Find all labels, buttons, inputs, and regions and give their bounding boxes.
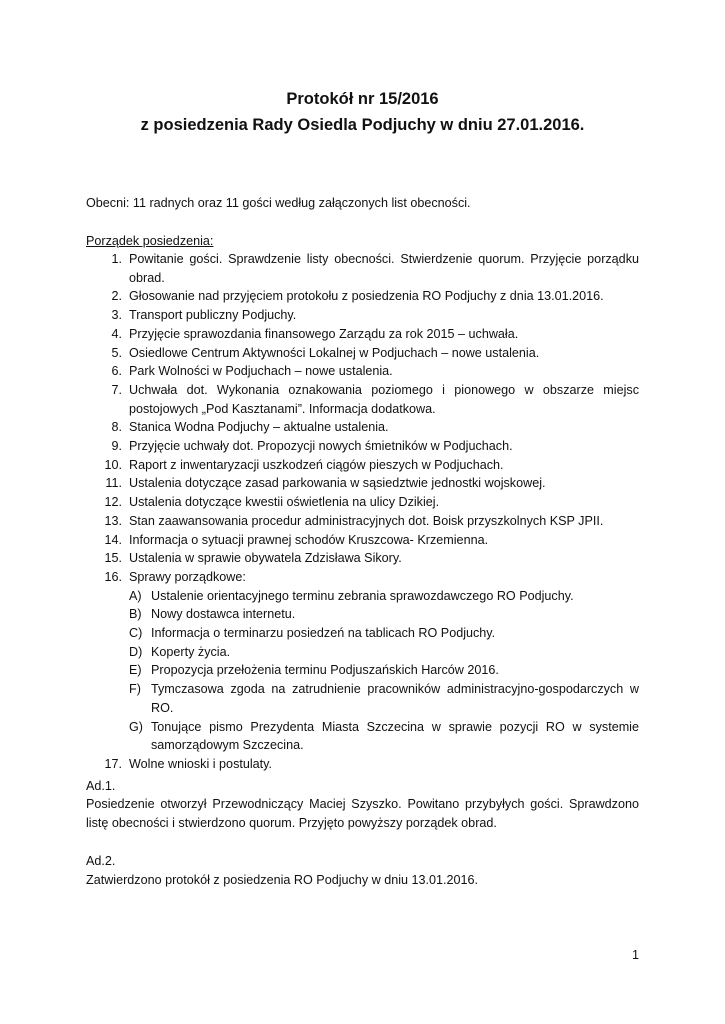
agenda-subitem-letter: F) — [129, 682, 141, 697]
agenda-item-number: 2. — [111, 289, 122, 304]
agenda-subitem-letter: D) — [129, 644, 143, 659]
agenda-item-text: Przyjęcie uchwały dot. Propozycji nowych śmietników w Podjuchach. — [129, 439, 513, 454]
agenda-item-15 — [86, 549, 639, 568]
agenda-item-9 — [86, 437, 639, 456]
agenda-subitem-f — [129, 680, 639, 717]
agenda-sublist — [129, 587, 639, 755]
agenda-item-number: 10. — [104, 457, 122, 472]
agenda-item-number: 14. — [104, 532, 122, 547]
agenda-item-14 — [86, 531, 639, 550]
ad2-text: Zatwierdzono protokół z posiedzenia RO Podjuchy w dniu 13.01.2016. — [86, 873, 479, 887]
agenda-subitem-c — [129, 624, 639, 643]
ad1-text: Posiedzenie otworzył Przewodniczący Maciej Szyszko. Powitano przybyłych gości. Sprawdzono listę obecności i stwierdzono quorum. Przyjęto powyższy porządek obrad. — [86, 797, 639, 830]
agenda-subitem-letter: E) — [129, 663, 142, 678]
ad2-heading: Ad.2. — [86, 854, 116, 868]
agenda-item-1 — [86, 250, 639, 287]
agenda-item-text: Głosowanie nad przyjęciem protokołu z posiedzenia RO Podjuchy z dnia 13.01.2016. — [129, 289, 604, 304]
agenda-item-11 — [86, 474, 639, 493]
agenda-subitem-text: Tymczasowa zgoda na zatrudnienie pracowników administracyjno-gospodarczych w RO. — [151, 682, 639, 715]
agenda-subitem-d — [129, 643, 639, 662]
agenda-item-number: 6. — [111, 364, 122, 379]
document-title — [0, 86, 725, 138]
agenda-item-text: Osiedlowe Centrum Aktywności Lokalnej w Podjuchach – nowe ustalenia. — [129, 345, 540, 360]
agenda-subitem-text: Nowy dostawca internetu. — [151, 607, 296, 622]
agenda-item-12 — [86, 493, 639, 512]
agenda-item-17 — [86, 755, 639, 774]
agenda-subitem-letter: A) — [129, 588, 142, 603]
agenda-item-16 — [86, 568, 639, 755]
agenda-item-text: Stan zaawansowania procedur administracyjnych dot. Boisk przyszkolnych KSP JPII. — [129, 513, 604, 528]
agenda-item-number: 15. — [104, 551, 122, 566]
agenda-item-text: Sprawy porządkowe: — [129, 569, 246, 584]
agenda-item-7 — [86, 381, 639, 418]
agenda-subitem-letter: C) — [129, 626, 143, 641]
agenda-item-text: Stanica Wodna Podjuchy – aktualne ustalenia. — [129, 420, 389, 435]
agenda-item-text: Raport z inwentaryzacji uszkodzeń ciągów pieszych w Podjuchach. — [129, 457, 504, 472]
agenda-item-number: 7. — [111, 382, 122, 397]
agenda-item-text: Park Wolności w Podjuchach – nowe ustalenia. — [129, 364, 393, 379]
agenda-subitem-text: Propozycja przełożenia terminu Podjuszańskich Harców 2016. — [151, 663, 499, 678]
attendance-text: Obecni: 11 radnych oraz 11 gości według załączonych list obecności. — [86, 196, 471, 210]
agenda-item-6 — [86, 362, 639, 381]
agenda-subitem-b — [129, 605, 639, 624]
agenda-subitem-text: Informacja o terminarzu posiedzeń na tablicach RO Podjuchy. — [151, 626, 496, 641]
agenda-item-text: Informacja o sytuacji prawnej schodów Kruszcowa- Krzemienna. — [129, 532, 489, 547]
agenda-item-text: Transport publiczny Podjuchy. — [129, 308, 297, 323]
ad1-heading: Ad.1. — [86, 779, 116, 793]
agenda-subitem-a — [129, 587, 639, 606]
agenda-subitem-g — [129, 718, 639, 755]
agenda-item-10 — [86, 456, 639, 475]
agenda-item-number: 1. — [111, 252, 122, 266]
agenda-item-number: 12. — [104, 495, 122, 510]
title-line-1: Protokół nr 15/2016 — [286, 90, 439, 108]
page-number: 1 — [631, 948, 639, 962]
agenda-subitem-letter: G) — [129, 719, 143, 734]
agenda-item-number: 9. — [111, 439, 122, 454]
agenda-item-number: 11. — [105, 476, 122, 491]
agenda-subitem-text: Tonujące pismo Prezydenta Miasta Szczecina w sprawie pozycji RO w systemie samorządowym Szczecina. — [151, 719, 639, 753]
agenda-item-2 — [86, 287, 639, 306]
agenda-item-number: 8. — [111, 420, 122, 435]
agenda-subitem-text: Koperty życia. — [151, 644, 231, 659]
agenda-subitem-text: Ustalenie orientacyjnego terminu zebrania sprawozdawczego RO Podjuchy. — [151, 588, 574, 603]
agenda-item-5 — [86, 344, 639, 363]
agenda-item-text: Uchwała dot. Wykonania oznakowania poziomego i pionowego w obszarze miejsc postojowych „Pod Kasztanami”. Informacja dodatkowa. — [129, 382, 639, 416]
agenda-item-text: Przyjęcie sprawozdania finansowego Zarządu za rok 2015 – uchwała. — [129, 326, 519, 341]
agenda-item-text: Ustalenia dotyczące kwestii oświetlenia na ulicy Dzikiej. — [129, 495, 440, 510]
agenda-item-3 — [86, 306, 639, 325]
agenda-item-number: 16. — [104, 569, 122, 584]
agenda-item-text: Powitanie gości. Sprawdzenie listy obecności. Stwierdzenie quorum. Przyjęcie porządku obrad. — [129, 252, 639, 285]
agenda-subitem-e — [129, 661, 639, 680]
title-line-2: z posiedzenia Rady Osiedla Podjuchy w dniu 27.01.2016. — [140, 116, 585, 134]
agenda-item-13 — [86, 512, 639, 531]
agenda-item-text: Ustalenia w sprawie obywatela Zdzisława Sikory. — [129, 551, 402, 566]
agenda-heading: Porządek posiedzenia: — [86, 234, 214, 248]
agenda-subitem-letter: B) — [129, 607, 142, 622]
agenda-item-number: 4. — [111, 326, 122, 341]
agenda-list — [86, 250, 639, 774]
agenda-item-number: 17. — [104, 756, 122, 771]
agenda-item-8 — [86, 418, 639, 437]
agenda-item-text: Ustalenia dotyczące zasad parkowania w sąsiedztwie jednostki wojskowej. — [129, 476, 546, 491]
agenda-item-number: 3. — [111, 308, 122, 323]
agenda-item-number: 13. — [104, 513, 122, 528]
agenda-item-number: 5. — [111, 345, 122, 360]
agenda-item-4 — [86, 325, 639, 344]
agenda-item-text: Wolne wnioski i postulaty. — [129, 756, 273, 771]
